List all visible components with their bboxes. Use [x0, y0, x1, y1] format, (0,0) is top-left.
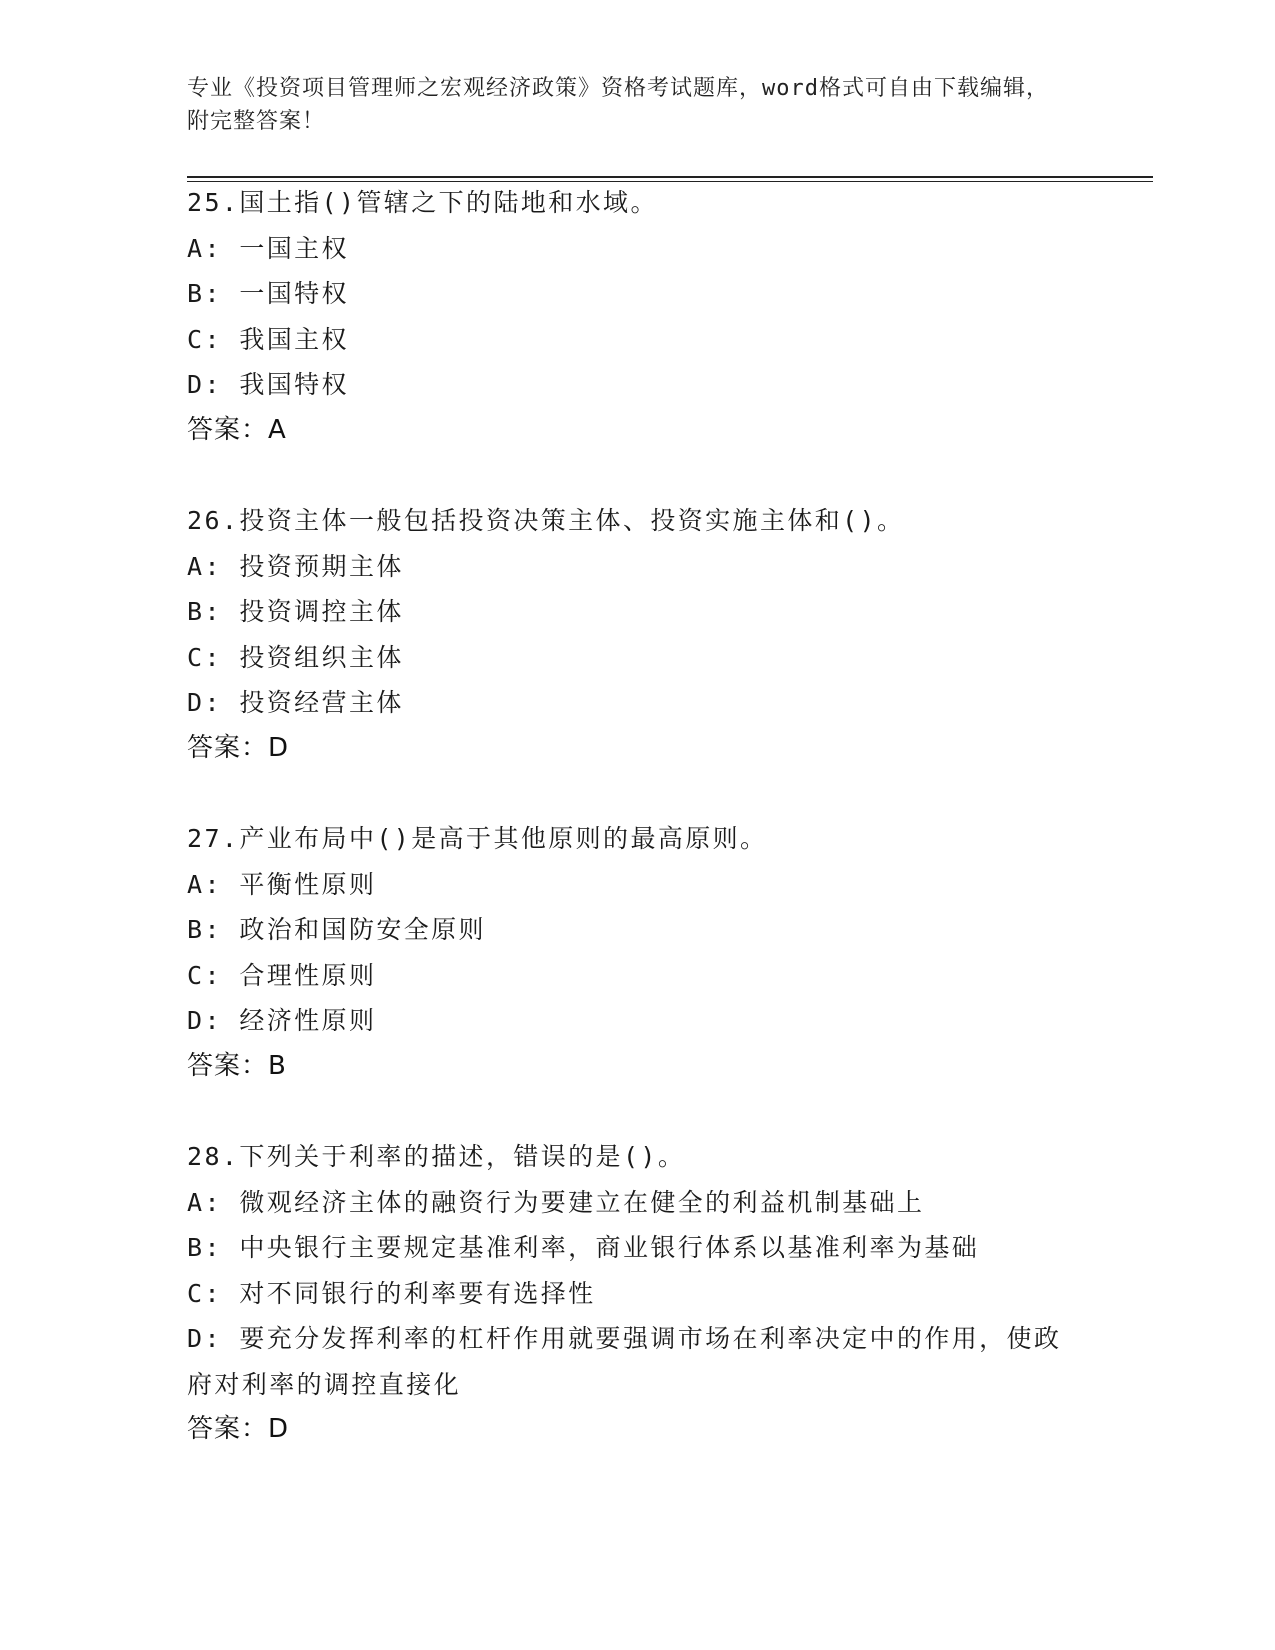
option-c: C: 我国主权	[187, 324, 349, 354]
document-intro: 专业《投资项目管理师之宏观经济政策》资格考试题库，word格式可自由下载编辑，附完整答案！	[187, 76, 1049, 134]
option-b: B: 政治和国防安全原则	[187, 915, 486, 944]
answer: 答案：D	[187, 732, 290, 763]
question-26	[187, 498, 1087, 771]
option-d: D: 投资经营主体	[187, 688, 404, 717]
option-b: B: 投资调控主体	[187, 597, 404, 626]
answer: 答案：D	[187, 1414, 290, 1444]
option-c: C: 对不同银行的利率要有选择性	[187, 1278, 596, 1308]
question-25	[187, 180, 1087, 453]
question-27	[187, 816, 1087, 1089]
option-c: C: 合理性原则	[187, 960, 377, 990]
answer: 答案：A	[187, 414, 287, 445]
option-d: D: 要充分发挥利率的杠杆作用就要强调市场在利率决定中的作用，使政府对利率的调控直接化	[187, 1324, 1062, 1399]
option-b: B: 中央银行主要规定基准利率，商业银行体系以基准利率为基础	[187, 1233, 980, 1262]
option-d: D: 我国特权	[187, 370, 349, 399]
header-divider	[187, 176, 1153, 178]
option-a: A: 微观经济主体的融资行为要建立在健全的利益机制基础上	[187, 1187, 925, 1217]
option-c: C: 投资组织主体	[187, 642, 404, 672]
answer: 答案：B	[187, 1050, 287, 1081]
question-stem: 28.下列关于利率的描述，错误的是()。	[187, 1142, 686, 1171]
option-d: D: 经济性原则	[187, 1006, 377, 1035]
option-a: A: 平衡性原则	[187, 869, 377, 899]
question-28	[187, 1134, 1087, 1453]
option-a: A: 投资预期主体	[187, 551, 404, 581]
question-stem: 27.产业布局中()是高于其他原则的最高原则。	[187, 824, 768, 853]
option-b: B: 一国特权	[187, 279, 349, 308]
question-stem: 25.国土指()管辖之下的陆地和水域。	[187, 188, 658, 217]
question-stem: 26.投资主体一般包括投资决策主体、投资实施主体和()。	[187, 506, 905, 535]
option-a: A: 一国主权	[187, 233, 349, 263]
